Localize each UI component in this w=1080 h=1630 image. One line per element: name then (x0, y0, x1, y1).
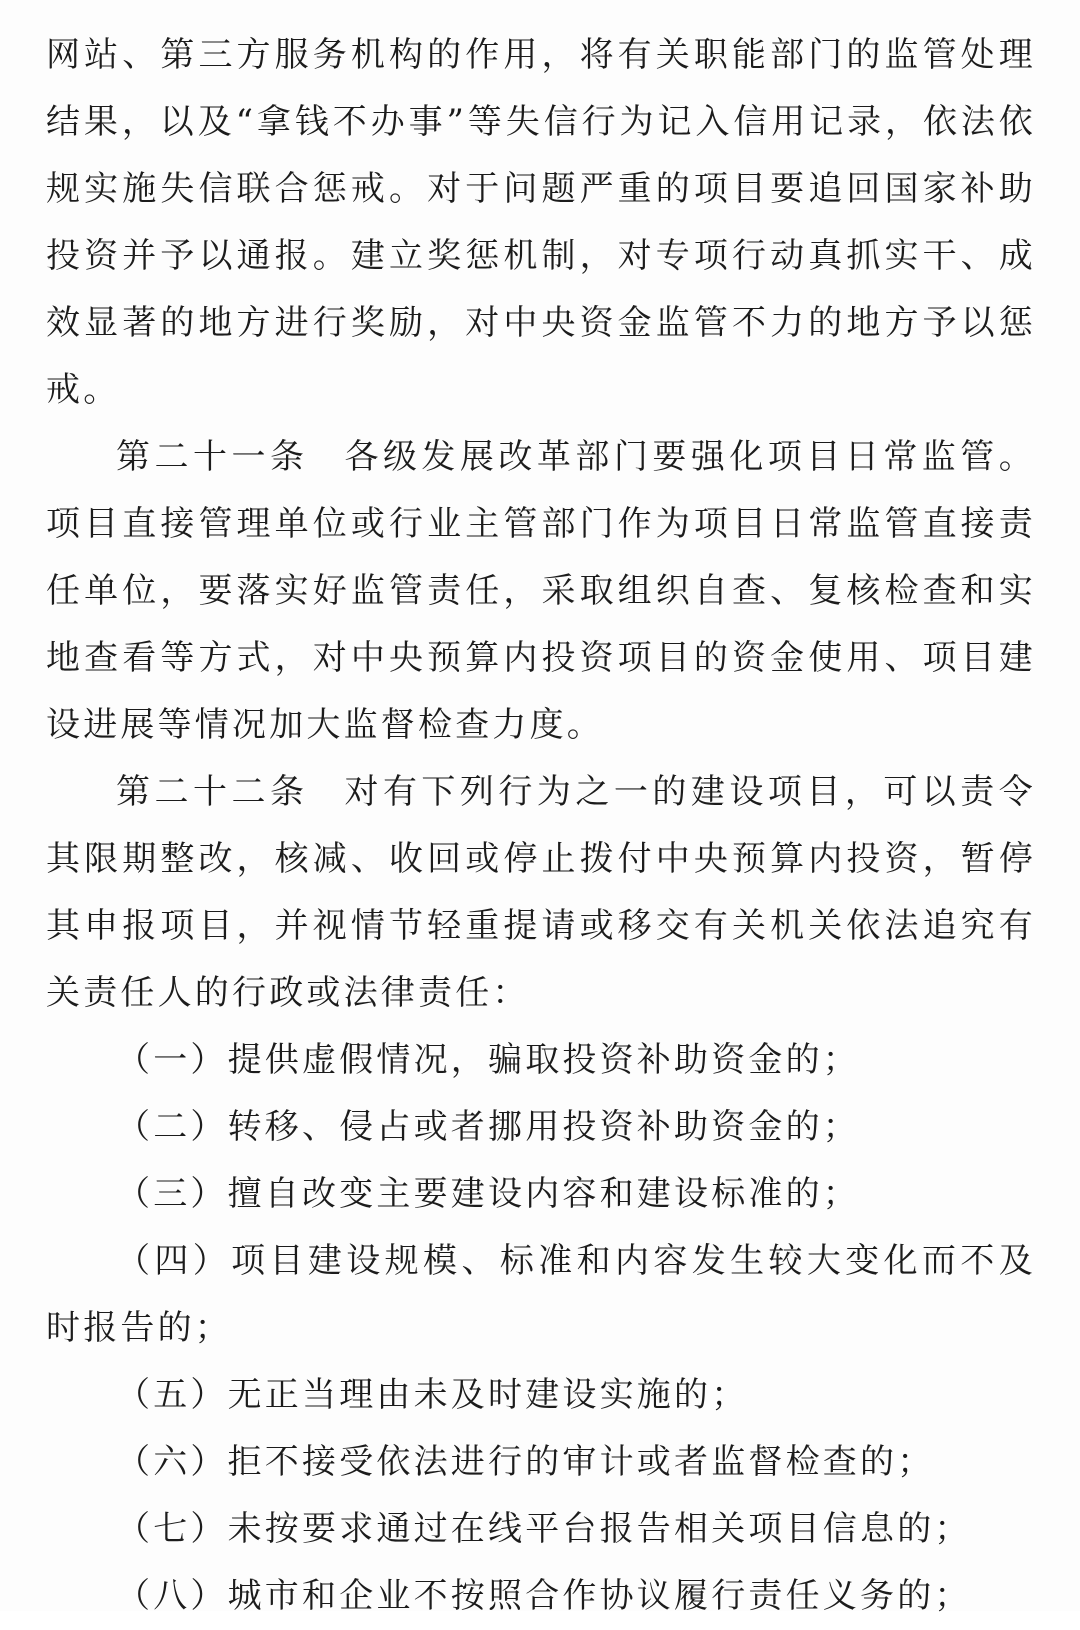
article-21-heading: 第二十一条 (116, 437, 309, 477)
document-body (46, 22, 1036, 1630)
list-item-3: （三）擅自改变主要建设内容和建设标准的； (116, 1174, 860, 1214)
list-item-8: （八）城市和企业不按照合作协议履行责任义务的； (116, 1576, 972, 1616)
article-21-body: 各级发展改革部门要强化项目日常监管。项目直接管理单位或行业主管部门作为项目日常监管直接责任单位，要落实好监管责任，采取组织自查、复核检查和实地查看等方式，对中央预算内投资项目的资金使用、项目建设进展等情况加大监督检查力度。 (46, 437, 1036, 745)
list-item-1: （一）提供虚假情况，骗取投资补助资金的； (116, 1040, 860, 1080)
list-item-6: （六）拒不接受依法进行的审计或者监督检查的； (116, 1442, 935, 1482)
paragraph-credit-penalty: 网站、第三方服务机构的作用，将有关职能部门的监管处理结果，以及“拿钱不办事”等失信行为记入信用记录，依法依规实施失信联合惩戒。对于问题严重的项目要追回国家补助投资并予以通报。建立奖惩机制，对专项行动真抓实干、成效显著的地方进行奖励，对中央资金监管不力的地方予以惩戒。 (46, 35, 1036, 410)
article-22-heading: 第二十二条 (116, 772, 309, 812)
article-21 (46, 424, 1036, 759)
list-item-4: （四）项目建设规模、标准和内容发生较大变化而不及时报告的； (46, 1241, 1036, 1348)
article-22-body: 对有下列行为之一的建设项目，可以责令其限期整改，核减、收回或停止拨付中央预算内投资，暂停其申报项目，并视情节轻重提请或移交有关机关依法追究有关责任人的行政或法律责任： (46, 772, 1036, 1013)
list-item-5: （五）无正当理由未及时建设实施的； (116, 1375, 749, 1415)
article-22 (46, 759, 1036, 1027)
list-item-2: （二）转移、侵占或者挪用投资补助资金的； (116, 1107, 860, 1147)
list-item-7: （七）未按要求通过在线平台报告相关项目信息的； (116, 1509, 972, 1549)
